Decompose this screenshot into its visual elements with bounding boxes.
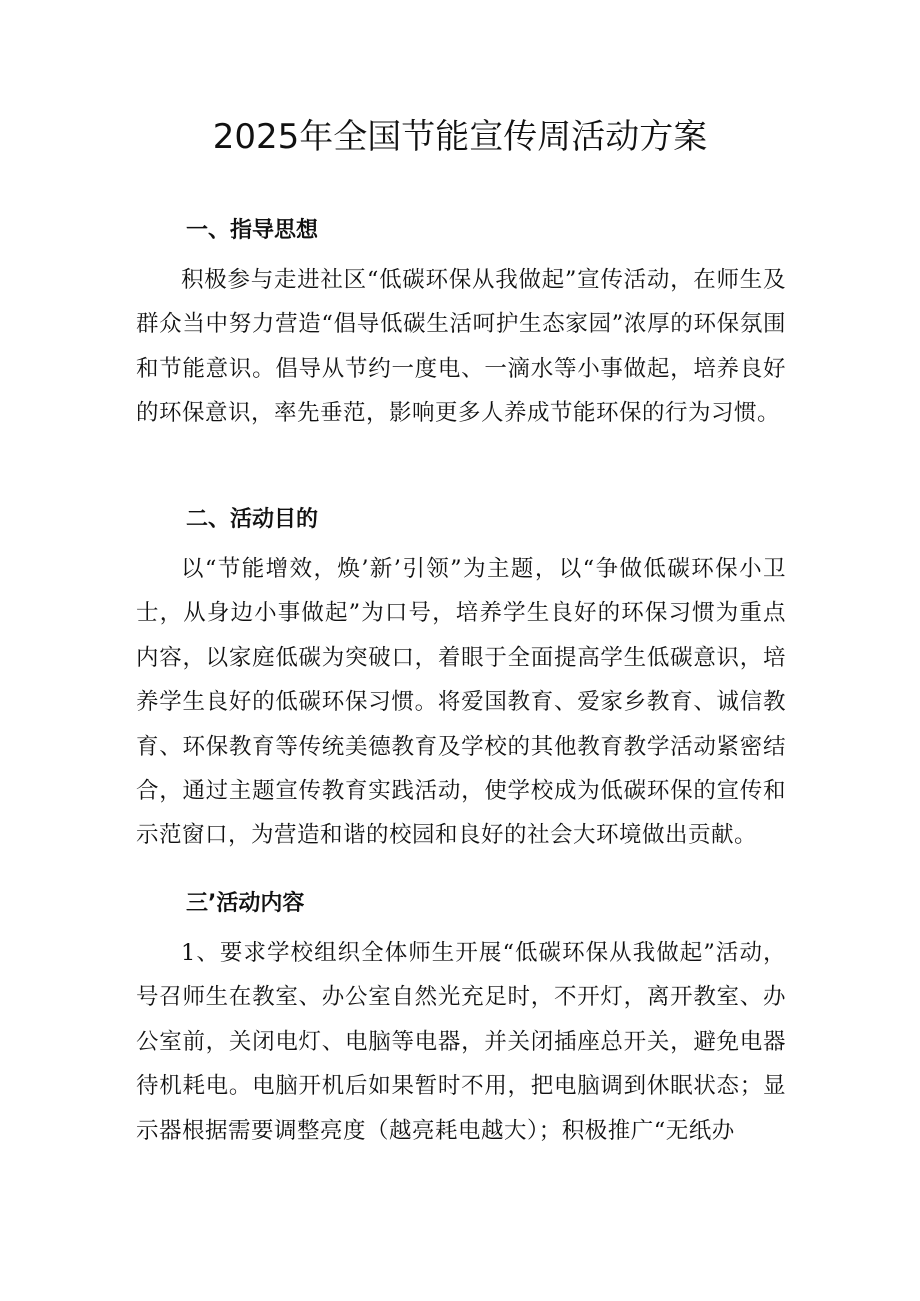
section-heading-activity-purpose: 二、活动目的 (186, 507, 319, 532)
section-paragraph-activity-content: 1、要求学校组织全体师生开展“低碳环保从我做起”活动，号召师生在教室、办公室自然光充足时，不开灯，离开教室、办公室前，关闭电灯、电脑等电器，并关闭插座总开关，避免电器待机耗电。电脑开机后如果暂时不用，把电脑调到休眠状态；显示器根据需要调整亮度（越亮耗电越大）；积极推广“无纸办 (136, 940, 786, 1144)
section-heading-activity-content: 三’活动内容 (186, 891, 305, 916)
section-paragraph-activity-purpose: 以“节能增效，焕’新’引领”为主题，以“争做低碳环保小卫士，从身边小事做起”为口号，培养学生良好的环保习惯为重点内容，以家庭低碳为突破口，着眼于全面提高学生低碳意识，培养学生良好的低碳环保习惯。将爱国教育、爱家乡教育、诚信教育、环保教育等传统美德教育及学校的其他教育教学活动紧密结合，通过主题宣传教育实践活动，使学校成为低碳环保的宣传和示范窗口，为营造和谐的校园和良好的社会大环境做出贡献。 (136, 556, 786, 849)
document-title: 2025年全国节能宣传周活动方案 (212, 117, 708, 157)
section-heading-guiding-ideology: 一、指导思想 (186, 218, 319, 243)
section-paragraph-guiding-ideology: 积极参与走进社区“低碳环保从我做起”宣传活动，在师生及群众当中努力营造“倡导低碳生活呵护生态家园”浓厚的环保氛围和节能意识。倡导从节约一度电、一滴水等小事做起，培养良好的环保意识，率先垂范，影响更多人养成节能环保的行为习惯。 (136, 267, 786, 427)
